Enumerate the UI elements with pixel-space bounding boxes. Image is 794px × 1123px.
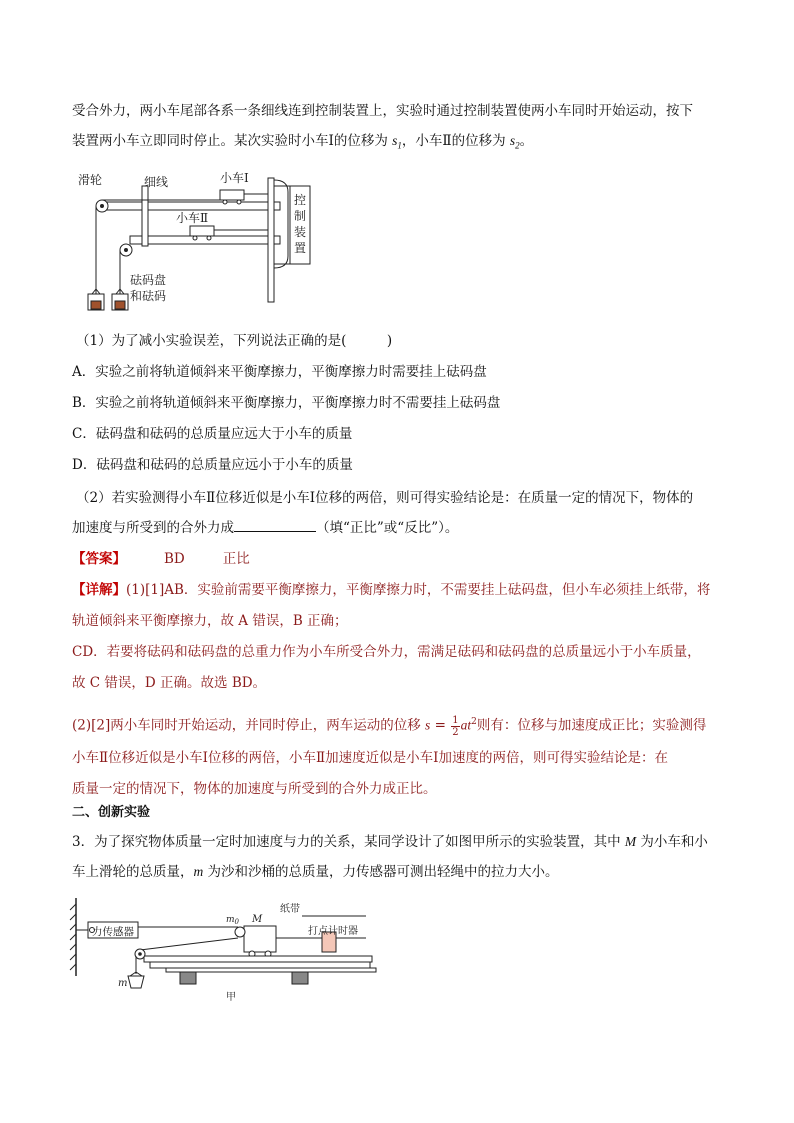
q1-option-d: D．砝码盘和砝码的总质量应远小于小车的质量	[72, 457, 353, 473]
label-control-1: 控	[294, 193, 307, 207]
explain-p3-line-3: 质量一定的情况下，物体的加速度与所受到的合外力成正比。	[72, 781, 437, 797]
explain-p3-line-1: (2)[2]两小车同时开始运动，并同时停止，两车运动的位移 s = $\frac{1}{2}$ $at^2$则有：位移与加速度成正比；实验测得	[72, 714, 707, 738]
figure-caption: 甲	[226, 992, 236, 1003]
intro-line-2: 装置两小车立即同时停止。某次实验时小车Ⅰ的位移为 $s_1$，小车Ⅱ的位移为 $s_2$。	[72, 133, 534, 151]
answer-tag: 【答案】	[72, 551, 126, 567]
q3-line-1: 3．为了探究物体质量一定时加速度与力的关系，某同学设计了如图甲所示的实验装置，其中 M 为小车和小	[72, 834, 708, 850]
label-string: 细线	[144, 175, 169, 189]
label-tape: 纸带	[280, 904, 300, 915]
label-weights-2: 和砝码	[130, 289, 167, 303]
formula-fraction: $\frac{1}{2}$	[452, 714, 459, 738]
label-car-2: 小车Ⅱ	[176, 211, 209, 225]
label-m0: $m_0$	[226, 915, 240, 926]
label-pulley: 滑轮	[78, 173, 103, 187]
explain-p2-line-2: 故 C 错误，D 正确。故选 BD。	[72, 675, 267, 691]
q2-line-1: （2）若实验测得小车Ⅱ位移近似是小车Ⅰ位移的两倍，则可得实验结论是：在质量一定的情况下，物体的	[76, 490, 694, 506]
label-m: m	[118, 978, 128, 989]
label-control-3: 装	[294, 225, 307, 239]
explain-p3-line-2: 小车Ⅱ位移近似是小车Ⅰ位移的两倍，小车Ⅱ加速度近似是小车Ⅰ加速度的两倍，则可得实验结论是：在	[72, 750, 669, 766]
q1-option-c: C．砝码盘和砝码的总质量应远大于小车的质量	[72, 426, 353, 442]
figure-two-cars-apparatus	[70, 164, 330, 320]
answer-value-2: 正比	[222, 551, 250, 567]
explain-p2-line-1: CD．若要将砝码和砝码盘的总重力作为小车所受合外力，需满足砝码和砝码盘的总质量远小于小车质量，	[72, 644, 701, 660]
explain-p1-line-1: 【详解】(1)[1]AB．实验前需要平衡摩擦力，平衡摩擦力时，不需要挂上砝码盘，但小车必须挂上纸带，将	[72, 582, 711, 598]
explain-tag: 【详解】	[72, 582, 126, 598]
q2-line-2: 加速度与所受到的合外力成 （填“正比”或“反比”）。	[72, 520, 459, 536]
figure-force-sensor-apparatus	[66, 894, 386, 1006]
label-M: M	[252, 914, 263, 925]
label-control-2: 制	[294, 209, 307, 223]
answer-line	[72, 549, 732, 569]
section-title: 二、创新实验	[72, 805, 151, 820]
answer-blank	[234, 518, 316, 532]
label-control-4: 置	[294, 241, 307, 255]
label-timer: 打点计时器	[308, 926, 358, 937]
q1-option-a: A．实验之前将轨道倾斜来平衡摩擦力，平衡摩擦力时需要挂上砝码盘	[72, 364, 487, 380]
q1-stem: （1）为了减小实验误差，下列说法正确的是( )	[76, 333, 393, 349]
label-car-1: 小车Ⅰ	[220, 171, 249, 185]
label-force-sensor: 力传感器	[92, 926, 134, 938]
label-weights-1: 砝码盘	[130, 273, 167, 287]
answer-value-1: BD	[164, 551, 185, 567]
formula-s: s	[425, 717, 431, 733]
explain-p1-line-2: 轨道倾斜来平衡摩擦力，故 A 错误，B 正确；	[72, 613, 348, 629]
q1-option-b: B．实验之前将轨道倾斜来平衡摩擦力，平衡摩擦力时不需要挂上砝码盘	[72, 395, 501, 411]
q3-line-2: 车上滑轮的总质量，m 为沙和沙桶的总质量，力传感器可测出轻绳中的拉力大小。	[72, 864, 559, 880]
intro-line-1: 受合外力，两小车尾部各系一条细线连到控制装置上，实验时通过控制装置使两小车同时开始运动，按下	[72, 103, 693, 119]
